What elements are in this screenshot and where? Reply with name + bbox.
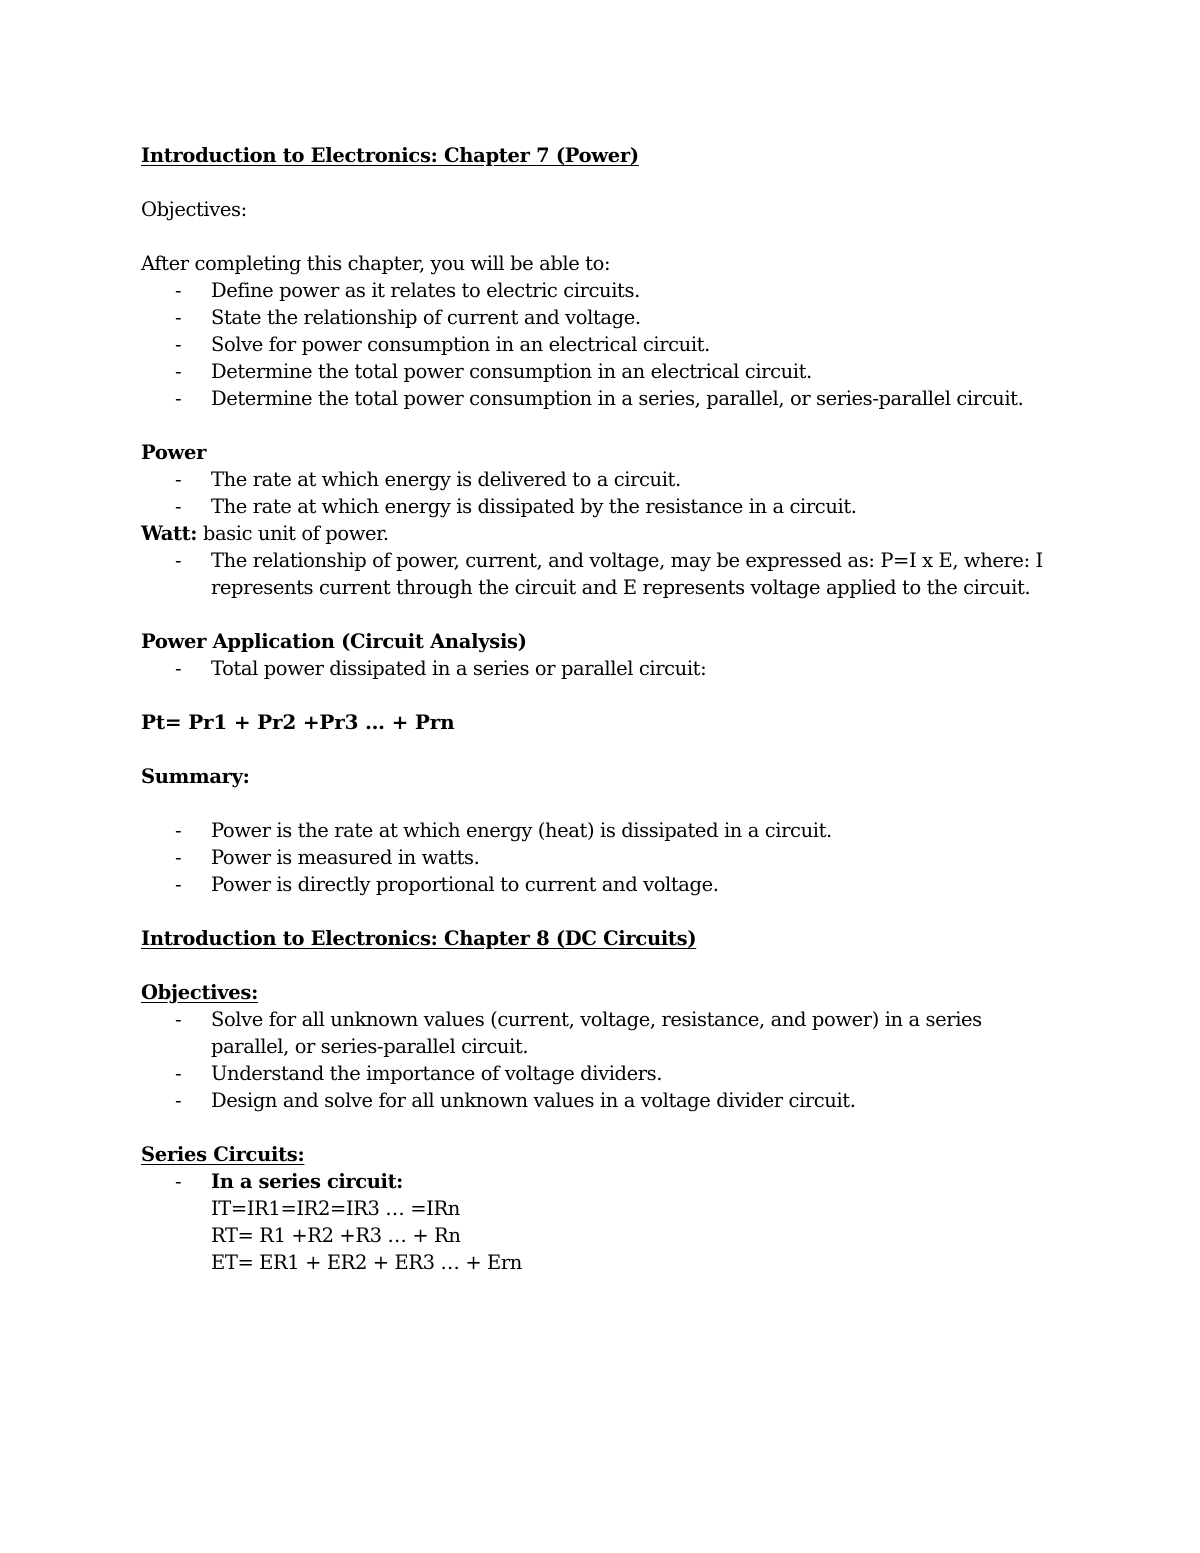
- bullet-dash: -: [175, 657, 182, 680]
- list-item: [141, 1087, 1061, 1114]
- power-application-list: [141, 655, 1061, 682]
- bullet-dash: -: [175, 360, 182, 383]
- list-item-text: The rate at which energy is dissipated by the resistance in a circuit.: [211, 495, 857, 518]
- chapter-8-objectives-label: Objectives:: [141, 981, 258, 1004]
- list-item-text: Determine the total power consumption in a series, parallel, or series-parallel circuit.: [211, 387, 1024, 410]
- bullet-dash: -: [175, 873, 182, 896]
- series-circuits-list: [141, 1168, 1061, 1195]
- list-item-text: Power is measured in watts.: [211, 846, 480, 869]
- bullet-dash: -: [175, 333, 182, 356]
- list-item: [141, 304, 1061, 331]
- bullet-dash: -: [175, 549, 182, 572]
- list-item-text: Understand the importance of voltage dividers.: [211, 1062, 663, 1085]
- list-item-text: Total power dissipated in a series or parallel circuit:: [211, 657, 707, 680]
- chapter-7-objectives-list: [141, 277, 1061, 412]
- list-item: [141, 547, 1061, 601]
- bullet-dash: -: [175, 819, 182, 842]
- series-voltage-formula: ET= ER1 + ER2 + ER3 … + Ern: [211, 1251, 522, 1274]
- series-circuits-heading: Series Circuits:: [141, 1143, 305, 1166]
- list-item: [141, 1168, 1061, 1195]
- bullet-dash: -: [175, 1170, 182, 1193]
- chapter-8-title: Introduction to Electronics: Chapter 8 (DC Circuits): [141, 927, 697, 950]
- list-item-text: The relationship of power, current, and voltage, may be expressed as: P=I x E, where: I represents current through the circuit and E represents voltage applied to the circuit.: [211, 549, 1043, 599]
- list-item: [141, 1006, 1061, 1060]
- watt-list: [141, 547, 1061, 601]
- chapter-7-title: Introduction to Electronics: Chapter 7 (Power): [141, 144, 639, 167]
- watt-label: Watt:: [141, 522, 198, 545]
- bullet-dash: -: [175, 306, 182, 329]
- list-item: [141, 277, 1061, 304]
- summary-list: [141, 817, 1061, 898]
- bullet-dash: -: [175, 495, 182, 518]
- total-power-formula: Pt= Pr1 + Pr2 +Pr3 … + Prn: [141, 710, 455, 734]
- list-item-text: State the relationship of current and voltage.: [211, 306, 641, 329]
- list-item: [141, 1060, 1061, 1087]
- document-page: [141, 142, 1061, 1276]
- list-item: [141, 844, 1061, 871]
- list-item: [141, 358, 1061, 385]
- list-item-text: Determine the total power consumption in an electrical circuit.: [211, 360, 812, 383]
- list-item-text: Solve for all unknown values (current, voltage, resistance, and power) in a series parallel, or series-parallel circuit.: [211, 1008, 982, 1058]
- list-item-text: In a series circuit:: [211, 1170, 403, 1193]
- series-current-formula: IT=IR1=IR2=IR3 … =IRn: [211, 1197, 460, 1220]
- list-item-text: Power is the rate at which energy (heat) is dissipated in a circuit.: [211, 819, 832, 842]
- bullet-dash: -: [175, 846, 182, 869]
- list-item: [141, 817, 1061, 844]
- list-item: [141, 385, 1061, 412]
- power-application-heading: Power Application (Circuit Analysis): [141, 630, 527, 653]
- list-item: [141, 493, 1061, 520]
- chapter-8-objectives-list: [141, 1006, 1061, 1114]
- bullet-dash: -: [175, 468, 182, 491]
- summary-heading: Summary:: [141, 765, 250, 788]
- watt-text: basic unit of power.: [197, 522, 389, 545]
- list-item-text: Solve for power consumption in an electrical circuit.: [211, 333, 710, 356]
- list-item: [141, 331, 1061, 358]
- list-item-text: Design and solve for all unknown values in a voltage divider circuit.: [211, 1089, 856, 1112]
- bullet-dash: -: [175, 279, 182, 302]
- list-item-text: Power is directly proportional to current and voltage.: [211, 873, 719, 896]
- list-item: [141, 871, 1061, 898]
- bullet-dash: -: [175, 1008, 182, 1031]
- power-list: [141, 466, 1061, 520]
- series-resistance-formula: RT= R1 +R2 +R3 … + Rn: [211, 1224, 461, 1247]
- bullet-dash: -: [175, 387, 182, 410]
- chapter-7-intro: After completing this chapter, you will be able to:: [141, 252, 611, 275]
- bullet-dash: -: [175, 1062, 182, 1085]
- list-item: [141, 655, 1061, 682]
- bullet-dash: -: [175, 1089, 182, 1112]
- watt-definition: [141, 520, 1061, 547]
- power-heading: Power: [141, 441, 207, 464]
- list-item-text: The rate at which energy is delivered to a circuit.: [211, 468, 681, 491]
- list-item-text: Define power as it relates to electric circuits.: [211, 279, 640, 302]
- chapter-7-objectives-label: Objectives:: [141, 198, 247, 221]
- list-item: [141, 466, 1061, 493]
